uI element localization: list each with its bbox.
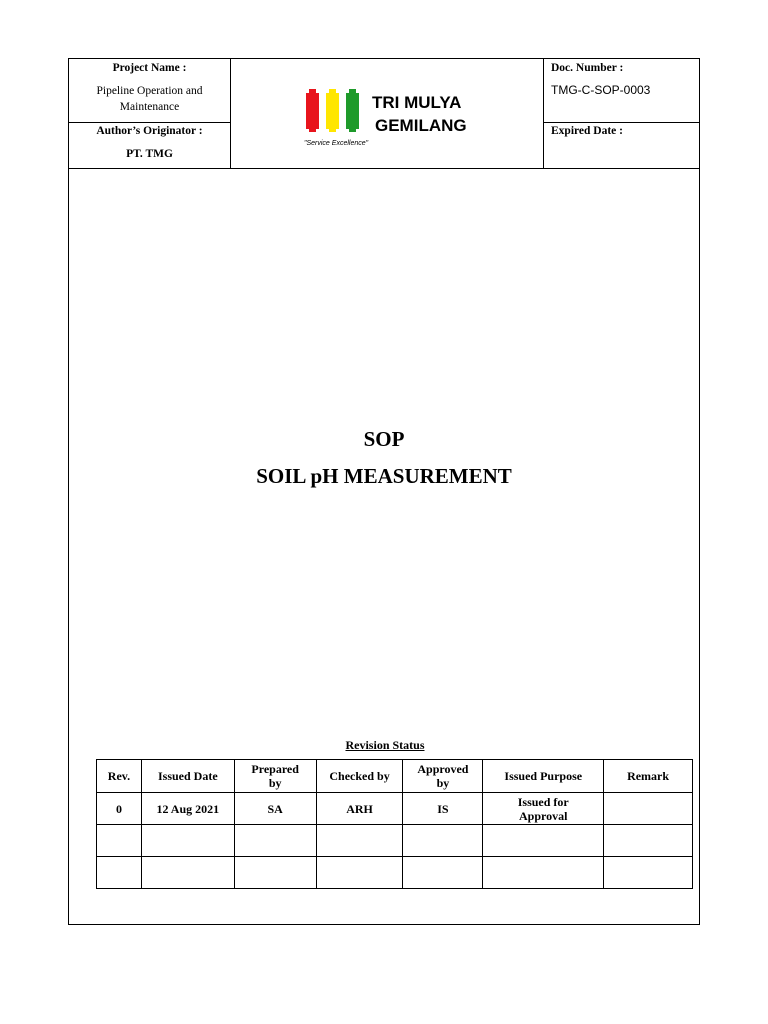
logo-green-bar <box>346 89 359 132</box>
header-bottom-border <box>69 168 700 169</box>
header-prepared-line2: by <box>268 776 282 790</box>
author-value: PT. TMG <box>126 148 173 160</box>
cell-prepared-by: SA <box>234 793 316 825</box>
cell-issued-date: 12 Aug 2021 <box>141 793 234 825</box>
cell-empty <box>403 857 483 889</box>
cell-empty <box>316 825 403 857</box>
logo-tagline: "Service Excellence" <box>304 140 369 147</box>
logo-yellow-bar <box>326 89 339 132</box>
cell-remark <box>604 793 693 825</box>
header-approved-by <box>403 760 483 793</box>
project-name-line1: Pipeline Operation and <box>96 85 203 97</box>
cell-empty <box>141 857 234 889</box>
cell-issued-purpose <box>483 793 604 825</box>
revision-status-caption: Revision Status <box>345 738 425 752</box>
table-row <box>97 825 693 857</box>
revision-table <box>96 759 693 889</box>
cell-empty <box>234 825 316 857</box>
logo-company-line1: TRI MULYA <box>372 93 462 112</box>
logo-red-bar <box>306 89 319 132</box>
cell-empty <box>604 857 693 889</box>
header-approved-line1: Approved <box>417 762 469 776</box>
header-approved-line2: by <box>436 776 450 790</box>
header-divider-left <box>230 59 231 168</box>
doc-number-value: TMG-C-SOP-0003 <box>551 83 651 97</box>
project-name-value <box>69 83 230 115</box>
logo-mark-icon <box>304 79 504 149</box>
doc-number-label: Doc. Number : <box>551 62 624 74</box>
header-prepared-line1: Prepared <box>251 762 299 776</box>
company-logo <box>304 79 504 149</box>
cell-empty <box>97 825 142 857</box>
cell-empty <box>483 857 604 889</box>
document-frame <box>68 58 700 925</box>
cell-checked-by: ARH <box>316 793 403 825</box>
revision-header-row <box>97 760 693 793</box>
cell-purpose-line2: Approval <box>519 808 568 823</box>
cell-empty <box>483 825 604 857</box>
cell-empty <box>403 825 483 857</box>
logo-company-line2: GEMILANG <box>375 116 467 135</box>
project-name-line2: Maintenance <box>119 101 180 113</box>
cell-empty <box>97 857 142 889</box>
cell-rev: 0 <box>97 793 142 825</box>
header-issued-date: Issued Date <box>141 760 234 793</box>
document-type: SOP <box>363 427 405 451</box>
header-remark: Remark <box>604 760 693 793</box>
document-title: SOIL pH MEASUREMENT <box>256 464 512 488</box>
cell-empty <box>234 857 316 889</box>
header-checked-by: Checked by <box>316 760 403 793</box>
expired-date-label: Expired Date : <box>551 125 623 137</box>
table-row <box>97 857 693 889</box>
header-prepared-by <box>234 760 316 793</box>
header-divider-right <box>543 59 544 168</box>
project-name-label: Project Name : <box>112 62 187 74</box>
table-row <box>97 793 693 825</box>
author-label: Author’s Originator : <box>96 125 203 137</box>
cell-purpose-line1: Issued for <box>517 794 569 809</box>
header-rev: Rev. <box>97 760 142 793</box>
cell-empty <box>316 857 403 889</box>
cell-empty <box>141 825 234 857</box>
header-issued-purpose: Issued Purpose <box>483 760 604 793</box>
cell-approved-by: IS <box>403 793 483 825</box>
cell-empty <box>604 825 693 857</box>
